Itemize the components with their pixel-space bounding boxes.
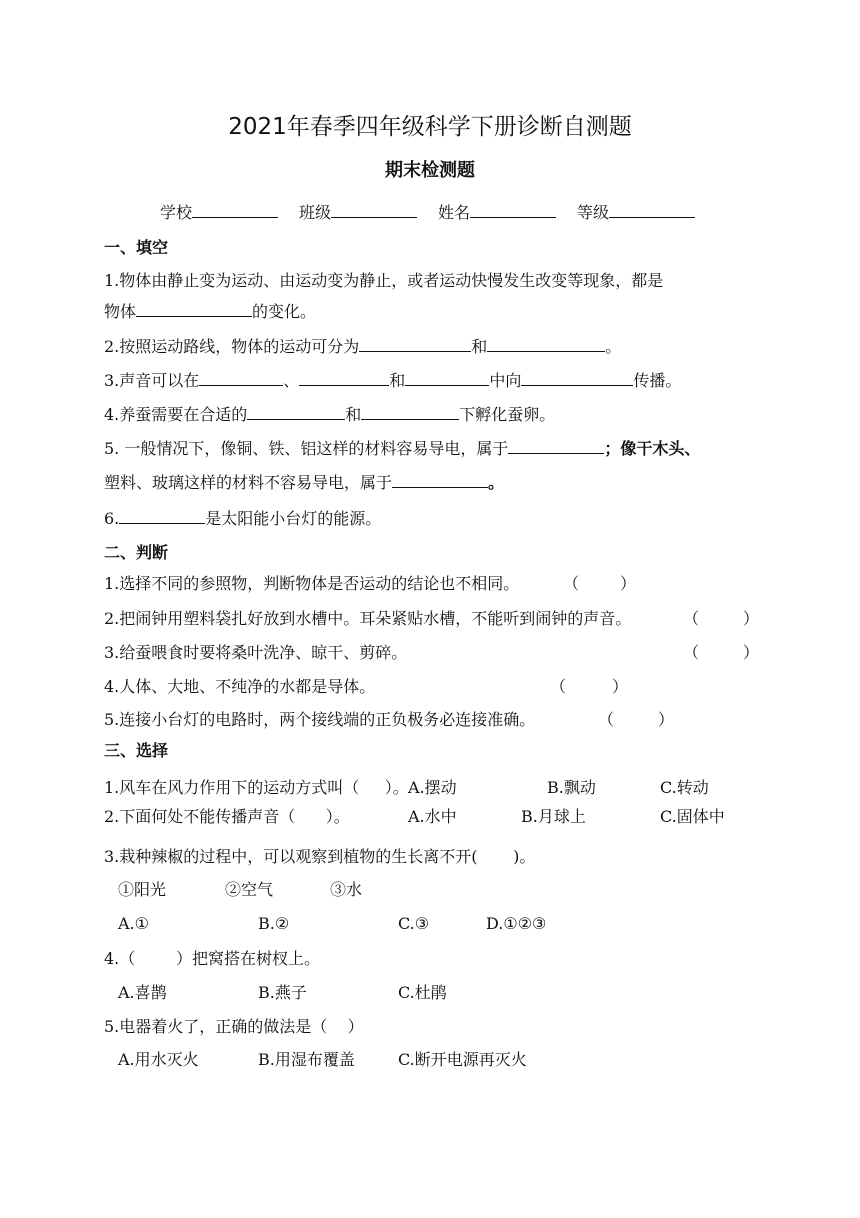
name-field xyxy=(438,202,556,224)
fill-q6: 6. 是太阳能小台灯的能源。 xyxy=(104,509,382,528)
grade-label: 等级 xyxy=(577,203,610,222)
judge-q1: 1.选择不同的参照物，判断物体是否运动的结论也不相同。 xyxy=(104,574,520,593)
fill-q2: 2.按照运动路线，物体的运动可分为 和 。 xyxy=(104,337,622,356)
choice-q1-stem: 1.风车在风力作用下的运动方式叫（ ）。 xyxy=(104,778,409,797)
judge-q3-paren-open: （ xyxy=(683,643,700,662)
class-blank[interactable] xyxy=(331,202,417,218)
choice-q5-option-a[interactable]: A.用水灭火 xyxy=(118,1050,199,1069)
fill-q5-line1: 5. 一般情况下，像铜、铁、铝这样的材料容易导电，属于 ；像干木头、 xyxy=(104,439,701,458)
choice-q3-stem: 3.栽种辣椒的过程中，可以观察到植物的生长离不开( )。 xyxy=(104,847,536,866)
answer-blank[interactable] xyxy=(136,301,252,317)
section-heading-judge: 二、判断 xyxy=(104,543,169,562)
answer-blank[interactable] xyxy=(359,336,471,352)
section-heading-fill-in: 一、填空 xyxy=(104,238,169,257)
judge-q2: 2.把闹钟用塑料袋扎好放到水槽中。耳朵紧贴水槽，不能听到闹钟的声音。 xyxy=(104,609,632,628)
choice-q3-option-d[interactable]: D.①②③ xyxy=(486,914,547,933)
fill-q1-line2: 物体 的变化。 xyxy=(104,302,317,321)
choice-q5-stem: 5.电器着火了，正确的做法是（ ） xyxy=(104,1017,364,1036)
fill-q3: 3.声音可以在 、 和 中向 传播。 xyxy=(104,371,682,390)
judge-q4-paren-close: ） xyxy=(612,677,629,696)
answer-blank[interactable] xyxy=(361,404,459,420)
choice-q4-option-c[interactable]: C.杜鹃 xyxy=(398,983,447,1002)
document-subtitle: 期末检测题 xyxy=(385,160,475,181)
answer-blank[interactable] xyxy=(299,370,389,386)
judge-q1-paren-close: ） xyxy=(620,574,637,593)
document-title: 2021年春季四年级科学下册诊断自测题 xyxy=(228,114,632,140)
fill-q1-line1: 1.物体由静止变为运动、由运动变为静止，或者运动快慢发生改变等现象，都是 xyxy=(104,271,664,290)
fill-q5-line2: 塑料、玻璃这样的材料不容易导电，属于 。 xyxy=(104,473,505,492)
choice-q5-option-b[interactable]: B.用湿布覆盖 xyxy=(258,1050,355,1069)
judge-q4-paren-open: （ xyxy=(550,677,567,696)
choice-q2-option-c[interactable]: C.固体中 xyxy=(660,807,725,826)
answer-blank[interactable] xyxy=(487,336,605,352)
school-field xyxy=(160,202,278,224)
choice-q2-stem: 2.下面何处不能传播声音（ ）。 xyxy=(104,807,350,826)
answer-blank[interactable] xyxy=(119,508,205,524)
choice-q3-option-a[interactable]: A.① xyxy=(118,914,149,933)
choice-q3-item-1: ①阳光 xyxy=(118,880,167,899)
class-label: 班级 xyxy=(299,203,332,222)
judge-q3-paren-close: ） xyxy=(743,643,760,662)
choice-q1-option-c[interactable]: C.转动 xyxy=(660,778,709,797)
school-blank[interactable] xyxy=(192,202,278,218)
judge-q2-paren-open: （ xyxy=(683,609,700,628)
judge-q4: 4.人体、大地、不纯净的水都是导体。 xyxy=(104,677,376,696)
school-label: 学校 xyxy=(160,203,193,222)
answer-blank[interactable] xyxy=(199,370,283,386)
choice-q2-option-b[interactable]: B.月球上 xyxy=(521,807,586,826)
judge-q5-paren-close: ） xyxy=(658,710,675,729)
judge-q5-paren-open: （ xyxy=(598,710,615,729)
answer-blank[interactable] xyxy=(521,370,633,386)
choice-q3-option-b[interactable]: B.② xyxy=(258,914,290,933)
choice-q1-option-a[interactable]: A.摆动 xyxy=(408,778,457,797)
fill-q4: 4.养蚕需要在合适的 和 下孵化蚕卵。 xyxy=(104,405,556,424)
judge-q2-paren-close: ） xyxy=(743,609,760,628)
answer-blank[interactable] xyxy=(247,404,345,420)
choice-q4-option-a[interactable]: A.喜鹊 xyxy=(118,983,167,1002)
grade-field xyxy=(577,202,695,224)
judge-q5: 5.连接小台灯的电路时，两个接线端的正负极务必连接准确。 xyxy=(104,710,536,729)
choice-q4-stem: 4.（ ）把窝搭在树杈上。 xyxy=(104,949,320,968)
name-blank[interactable] xyxy=(470,202,556,218)
class-field xyxy=(299,202,417,224)
choice-q2-option-a[interactable]: A.水中 xyxy=(408,807,457,826)
choice-q3-item-2: ②空气 xyxy=(225,880,274,899)
choice-q1-option-b[interactable]: B.飘动 xyxy=(547,778,596,797)
section-heading-choice: 三、选择 xyxy=(104,741,169,760)
choice-q3-option-c[interactable]: C.③ xyxy=(398,914,430,933)
answer-blank[interactable] xyxy=(392,472,488,488)
choice-q4-option-b[interactable]: B.燕子 xyxy=(258,983,307,1002)
judge-q3: 3.给蚕喂食时要将桑叶洗净、晾干、剪碎。 xyxy=(104,643,408,662)
choice-q5-option-c[interactable]: C.断开电源再灭火 xyxy=(398,1050,527,1069)
grade-blank[interactable] xyxy=(609,202,695,218)
answer-blank[interactable] xyxy=(508,438,604,454)
judge-q1-paren-open: （ xyxy=(563,574,580,593)
name-label: 姓名 xyxy=(438,203,471,222)
answer-blank[interactable] xyxy=(405,370,489,386)
choice-q3-item-3: ③水 xyxy=(330,880,363,899)
